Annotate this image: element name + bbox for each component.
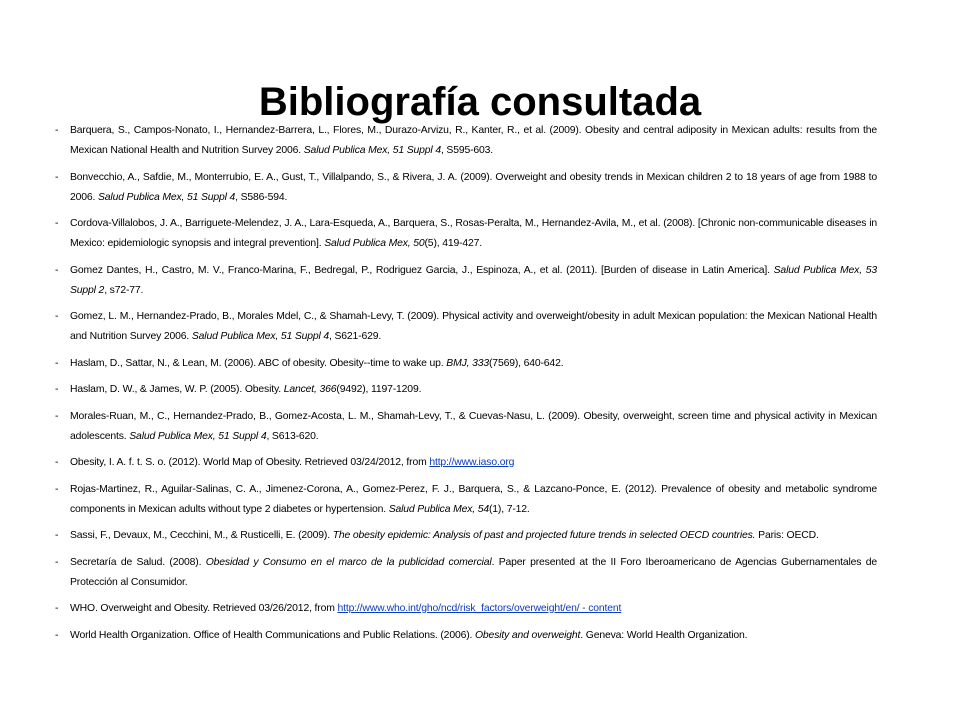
reference-text: Gomez, L. M., Hernandez-Prado, B., Morales Mdel, C., & Shamah-Levy, T. (2009). Physical activity and overweight/obesity in adult Mexican population: the Mexican National Health and Nutrition Survey 2006. [70, 311, 877, 342]
reference-tail: , S621-629. [329, 331, 382, 342]
reference-text: WHO. Overweight and Obesity. Retrieved 03/26/2012, from [70, 603, 338, 614]
reference-source: BMJ, 333 [446, 357, 489, 369]
reference-item [52, 526, 877, 546]
reference-text: World Health Organization. Office of Health Communications and Public Relations. (2006). [70, 629, 475, 641]
bullet-dash: - [55, 264, 59, 276]
slide-title: Bibliografía consultada [258, 79, 702, 124]
reference-item [52, 307, 877, 347]
reference-tail: (7569), 640-642. [489, 357, 564, 369]
reference-tail: (9492), 1197-1209. [336, 384, 422, 395]
reference-item [52, 599, 877, 619]
reference-tail: , S613-620. [266, 430, 319, 442]
reference-source: Lancet, 366 [283, 384, 337, 395]
reference-item [52, 214, 877, 254]
bullet-dash: - [55, 603, 59, 614]
reference-list [52, 121, 877, 652]
reference-item [52, 380, 877, 400]
reference-item [52, 261, 877, 301]
reference-text: Bonvecchio, A., Safdie, M., Monterrubio, E. A., Gust, T., Villalpando, S., & Rivera, J. A. (2009). Overweight and obesity trends in Mexican children 2 to 18 years of age from 1988 to 2006. [70, 171, 877, 203]
reference-tail: . Paper presented at the II Foro Iberoamericano de Agencias Gubernamentales de Protección al Consumidor. [70, 556, 878, 588]
reference-source: Salud Publica Mex, 51 Suppl 4 [129, 430, 267, 442]
reference-link[interactable]: http://www.who.int/gho/ncd/risk_factors/overweight/en/ - content [337, 603, 622, 614]
reference-link[interactable]: http://www.iaso.org [429, 457, 515, 468]
reference-text: Haslam, D. W., & James, W. P. (2005). Obesity. [70, 384, 284, 395]
reference-tail: (1), 7-12. [488, 503, 530, 515]
reference-text: Secretaría de Salud. (2008). [70, 556, 206, 568]
reference-source: Obesity and overweight [475, 629, 581, 641]
reference-source: Obesidad y Consumo en el marco de la publicidad comercial [205, 556, 492, 568]
reference-source: Salud Publica Mex, 50 [324, 238, 425, 249]
reference-source: Salud Publica Mex, 51 Suppl 4 [303, 145, 441, 156]
reference-tail: , S595-603. [440, 145, 494, 156]
bullet-dash: - [55, 556, 59, 568]
reference-text: Sassi, F., Devaux, M., Cecchini, M., & Rusticelli, E. (2009). [70, 530, 333, 541]
reference-item [52, 480, 877, 520]
bullet-dash: - [55, 171, 59, 183]
bullet-dash: - [55, 410, 59, 422]
reference-tail: , s72-77. [104, 284, 144, 296]
reference-item [52, 121, 877, 161]
reference-item [52, 354, 877, 374]
bullet-dash: - [55, 218, 59, 229]
reference-item [52, 168, 877, 208]
bullet-dash: - [55, 530, 59, 541]
reference-text: Morales-Ruan, M., C., Hernandez-Prado, B., Gomez-Acosta, L. M., Shamah-Levy, T., & Cuevas-Nasu, L. (2009). Obesity, overweight, screen time and physical activity in Mexican adolescents. [70, 410, 877, 442]
reference-tail: Paris: OECD. [755, 530, 819, 541]
reference-item [52, 553, 877, 593]
bullet-dash: - [55, 457, 59, 468]
reference-text: Cordova-Villalobos, J. A., Barriguete-Melendez, J. A., Lara-Esqueda, A., Barquera, S., Rosas-Peralta, M., Hernandez-Avila, M., et al. (2008). [Chronic non-communicable diseases in Mexico: epidemiologic synopsis and integral prevention]. [70, 218, 877, 249]
bullet-dash: - [55, 483, 59, 495]
reference-item [52, 453, 877, 473]
reference-source: The obesity epidemic: Analysis of past and projected future trends in selected OECD countries. [332, 530, 756, 541]
reference-tail: . Geneva: World Health Organization. [580, 629, 748, 641]
reference-text: Rojas-Martinez, R., Aguilar-Salinas, C. A., Jimenez-Corona, A., Gomez-Perez, F. J., Barquera, S., & Lazcano-Ponce, E. (2012). Prevalence of obesity and metabolic syndrome components in Mexican adults without type 2 diabetes or hypertension. [70, 483, 877, 515]
reference-text: Barquera, S., Campos-Nonato, I., Hernandez-Barrera, L., Flores, M., Durazo-Arvizu, R., Kanter, R., et al. (2009). Obesity and central adiposity in Mexican adults: results from the Mexican National Health and Nutrition Survey 2006. [70, 125, 877, 156]
reference-item [52, 626, 877, 646]
bullet-dash: - [55, 384, 59, 395]
reference-tail: , S586-594. [235, 191, 288, 203]
reference-text: Gomez Dantes, H., Castro, M. V., Franco-Marina, F., Bedregal, P., Rodriguez Garcia, J., Espinoza, A., et al. (2011). [Burden of disease in Latin America]. [70, 264, 774, 276]
bullet-dash: - [55, 311, 59, 322]
reference-tail: (5), 419-427. [424, 238, 483, 249]
bullet-dash: - [55, 125, 59, 136]
reference-text: Haslam, D., Sattar, N., & Lean, M. (2006). ABC of obesity. Obesity--time to wake up. [70, 357, 447, 369]
bullet-dash: - [55, 629, 59, 641]
reference-source: Salud Publica Mex, 54 [388, 503, 489, 515]
reference-text: Obesity, I. A. f. t. S. o. (2012). World Map of Obesity. Retrieved 03/24/2012, from [70, 457, 430, 468]
reference-source: Salud Publica Mex, 51 Suppl 4 [98, 191, 236, 203]
bullet-dash: - [55, 357, 59, 369]
reference-source: Salud Publica Mex, 53 Suppl 2 [70, 264, 877, 296]
reference-item [52, 407, 877, 447]
reference-source: Salud Publica Mex, 51 Suppl 4 [191, 331, 330, 342]
